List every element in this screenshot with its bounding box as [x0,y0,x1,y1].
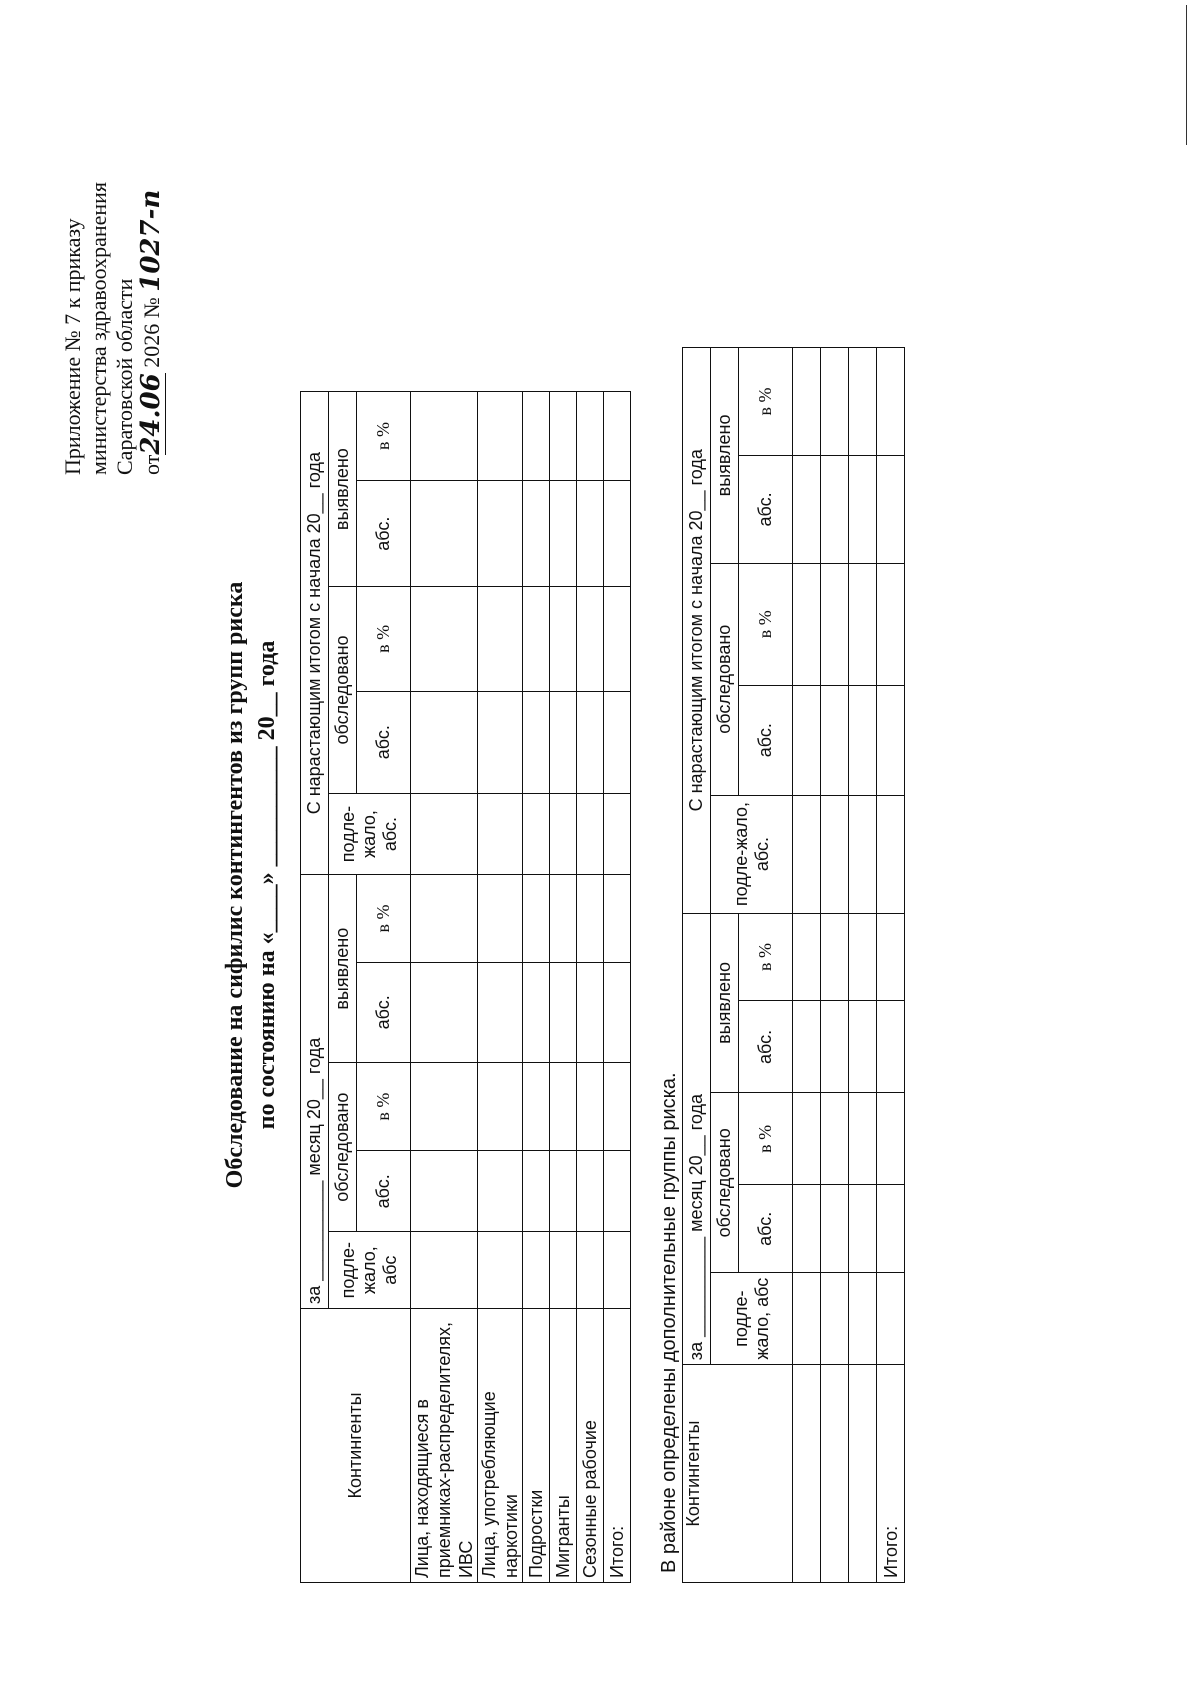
cell[interactable] [793,913,821,1001]
cell[interactable] [550,392,577,481]
header-abs: абс. [357,691,411,793]
cell[interactable] [478,1151,523,1232]
header-abs: абс. [739,685,793,795]
header-subject-cumulative: подле-жало, абс. [711,795,793,913]
appendix-from-label: от [139,454,164,475]
cell[interactable] [550,1232,577,1309]
cell[interactable] [604,875,631,962]
appendix-year: 2026 [139,323,164,368]
cell[interactable] [604,962,631,1062]
header-pct: в % [739,348,793,456]
cell[interactable] [821,795,849,913]
cell[interactable] [577,481,604,587]
cell[interactable] [478,1063,523,1151]
handwritten-number: 1027-п [136,189,166,292]
table-row [577,392,604,1583]
header-contingents: Контингенты [683,1365,793,1583]
cell[interactable] [550,587,577,691]
table-row [411,392,478,1583]
cell[interactable] [478,481,523,587]
cell[interactable] [849,913,877,1001]
cell[interactable] [877,1001,905,1093]
cell[interactable] [821,455,849,563]
table-row [849,348,877,1583]
cell[interactable] [821,1185,849,1273]
cell[interactable] [577,875,604,962]
cell[interactable] [793,685,821,795]
header-examined: обследовано [711,1093,739,1273]
cell[interactable] [523,1063,550,1151]
header-examined-cumulative: обследовано [329,587,357,793]
header-period: за __________ месяц 20__ года [683,913,711,1365]
header-detected: выявлено [329,875,357,1063]
cell[interactable] [577,793,604,875]
header-cumulative: С нарастающим итогом с начала 20__ года [301,392,329,875]
cell[interactable] [793,795,821,913]
handwritten-date: 24.06 [136,373,166,455]
header-detected-cumulative: выявлено [711,348,739,564]
cell[interactable] [793,455,821,563]
cell[interactable] [550,793,577,875]
cell[interactable] [604,1063,631,1151]
cell[interactable] [877,563,905,685]
cell[interactable] [577,962,604,1062]
cell[interactable] [793,1093,821,1185]
scan-edge-line [1186,5,1187,145]
row-label: Мигранты [550,1308,577,1582]
cell[interactable] [550,1151,577,1232]
table-row [523,392,550,1583]
cell[interactable] [793,563,821,685]
cell[interactable] [478,875,523,962]
table-row [821,348,849,1583]
cell[interactable] [523,962,550,1062]
cell[interactable] [793,348,821,456]
table-row-total [604,392,631,1583]
row-label: Подростки [523,1308,550,1582]
cell[interactable] [411,793,478,875]
cell[interactable] [577,691,604,793]
cell[interactable] [478,587,523,691]
header-pct: в % [357,875,411,962]
cell[interactable] [849,455,877,563]
form-subtitle: по состоянию на «____» __________ 20__ года [254,640,280,1130]
header-abs: абс. [739,1001,793,1093]
cell[interactable] [550,875,577,962]
cell[interactable] [577,1063,604,1151]
additional-table [682,347,905,1583]
cell[interactable] [411,481,478,587]
cell[interactable] [478,962,523,1062]
cell[interactable] [550,481,577,587]
row-label: Лица, находящиеся в приемниках-распределителях, ИВС [411,1308,478,1582]
cell[interactable] [550,1063,577,1151]
header-subject-cumulative: подле-жало, абс. [329,793,411,875]
cell[interactable] [877,1185,905,1273]
header-pct: в % [357,587,411,691]
cell[interactable] [877,795,905,913]
main-table [300,391,631,1583]
cell[interactable] [411,587,478,691]
row-label[interactable] [793,1365,821,1583]
cell[interactable] [604,392,631,481]
header-detected: выявлено [711,913,739,1093]
header-abs: абс. [739,1185,793,1273]
cell[interactable] [849,1185,877,1273]
table-row [478,392,523,1583]
header-contingents: Контингенты [301,1308,411,1582]
appendix-line-3: Саратовской области [112,278,137,475]
table-row [550,392,577,1583]
cell[interactable] [821,348,849,456]
cell[interactable] [793,1273,821,1365]
header-pct: в % [357,1063,411,1151]
cell[interactable] [821,1093,849,1185]
cell[interactable] [478,1232,523,1309]
cell[interactable] [577,587,604,691]
row-label-total: Итого: [604,1308,631,1582]
header-examined: обследовано [329,1063,357,1232]
cell[interactable] [849,1273,877,1365]
row-label: Лица, употребляющие наркотики [478,1308,523,1582]
form-title: Обследование на сифилис контингентов из групп риска [222,581,248,1189]
header-detected-cumulative: выявлено [329,392,357,587]
cell[interactable] [523,1232,550,1309]
cell[interactable] [793,1001,821,1093]
cell[interactable] [604,691,631,793]
cell[interactable] [577,1232,604,1309]
table-row [793,348,821,1583]
header-examined-cumulative: обследовано [711,563,739,795]
header-period: за __________ месяц 20__ года [301,875,329,1309]
cell[interactable] [478,691,523,793]
row-label[interactable] [821,1365,849,1583]
cell[interactable] [821,1001,849,1093]
appendix-line-1: Приложение № 7 к приказу [60,218,85,475]
cell[interactable] [411,392,478,481]
appendix-number-sign: № [139,297,164,319]
cell[interactable] [478,392,523,481]
cell[interactable] [577,392,604,481]
header-pct: в % [739,563,793,685]
header-subject: подле-жало, абс [711,1273,793,1365]
table-row-total [877,348,905,1583]
cell[interactable] [877,348,905,456]
cell[interactable] [821,563,849,685]
cell[interactable] [523,1151,550,1232]
appendix-line-4 [138,182,166,475]
header-pct: в % [357,392,411,481]
cell[interactable] [849,795,877,913]
cell[interactable] [604,793,631,875]
row-label: Сезонные рабочие [577,1308,604,1582]
cell[interactable] [877,1093,905,1185]
cell[interactable] [821,1273,849,1365]
header-pct: в % [739,913,793,1001]
cell[interactable] [877,1273,905,1365]
cell[interactable] [877,913,905,1001]
cell[interactable] [849,563,877,685]
row-label[interactable] [849,1365,877,1583]
cell[interactable] [604,481,631,587]
cell[interactable] [523,875,550,962]
appendix-line-2: министерства здравоохранения [86,181,111,475]
cell[interactable] [411,691,478,793]
cell[interactable] [411,1151,478,1232]
header-abs: абс. [739,455,793,563]
appendix-note [60,182,166,475]
cell[interactable] [523,587,550,691]
cell[interactable] [793,1185,821,1273]
cell[interactable] [849,1001,877,1093]
header-abs: абс. [357,1151,411,1232]
cell[interactable] [849,348,877,456]
header-subject: подле-жало, абс [329,1232,411,1309]
cell[interactable] [577,1151,604,1232]
cell[interactable] [849,1093,877,1185]
row-label-total: Итого: [877,1365,905,1583]
cell[interactable] [604,587,631,691]
cell[interactable] [411,962,478,1062]
cell[interactable] [849,685,877,795]
header-cumulative: С нарастающим итогом с начала 20__ года [683,348,711,914]
cell[interactable] [877,685,905,795]
cell[interactable] [411,875,478,962]
cell[interactable] [550,691,577,793]
cell[interactable] [411,1063,478,1151]
cell[interactable] [523,691,550,793]
cell[interactable] [604,1151,631,1232]
cell[interactable] [550,962,577,1062]
cell[interactable] [523,392,550,481]
header-abs: абс. [357,481,411,587]
cell[interactable] [523,793,550,875]
additional-groups-note: В районе определены дополнительные группы риска. [658,1072,680,1573]
cell[interactable] [821,913,849,1001]
cell[interactable] [604,1232,631,1309]
cell[interactable] [821,685,849,795]
cell[interactable] [411,1232,478,1309]
header-abs: абс. [357,962,411,1062]
cell[interactable] [877,455,905,563]
cell[interactable] [478,793,523,875]
header-pct: в % [739,1093,793,1185]
cell[interactable] [523,481,550,587]
